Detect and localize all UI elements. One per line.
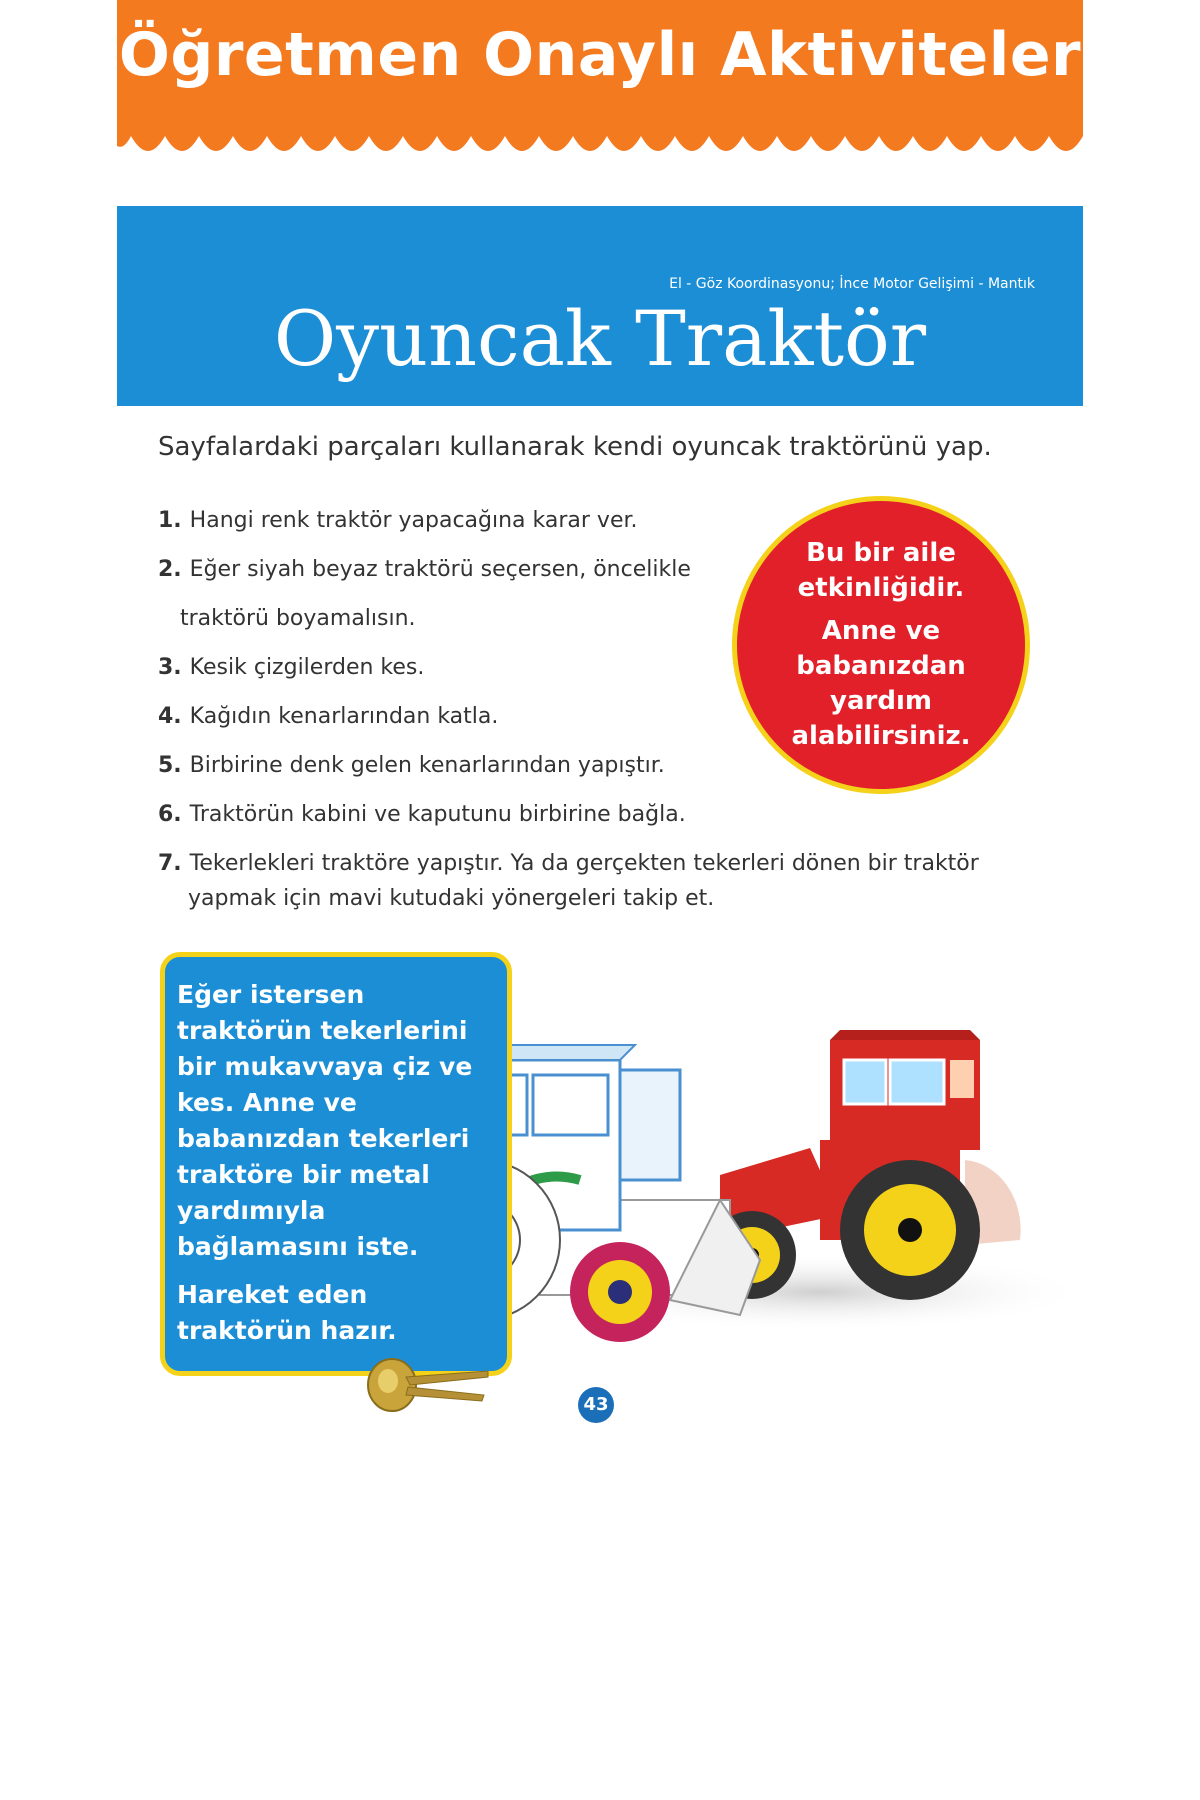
skills-label: El - Göz Koordinasyonu; İnce Motor Gelişimi - Mantık xyxy=(669,276,1035,292)
brass-fastener-icon xyxy=(366,1345,496,1417)
tractor-photo xyxy=(420,1030,1083,1370)
info-text: Eğer istersen traktörün tekerlerini bir mukavvaya çiz ve kes. Anne ve babanızdan tekerleri traktöre bir metal yardımıyla bağlamasını iste. xyxy=(177,980,473,1261)
activity-title: Oyuncak Traktör xyxy=(273,294,927,383)
intro-text: Sayfalardaki parçaları kullanarak kendi oyuncak traktörünü yap. xyxy=(158,432,992,462)
family-activity-badge xyxy=(732,496,1030,794)
page-number: 43 xyxy=(578,1387,614,1423)
step-item: 7. Tekerlekleri traktöre yapıştır. Ya da gerçekten tekerleri dönen bir traktör yapmak için mavi kutudaki yönergeleri takip et. xyxy=(158,851,979,911)
info-text-ready: Hareket eden traktörün hazır. xyxy=(177,1280,397,1345)
step-item: 5. Birbirine denk gelen kenarlarından yapıştır. xyxy=(158,753,665,778)
step-item: 6. Traktörün kabini ve kaputunu birbirine bağla. xyxy=(158,802,686,827)
banner-title: Öğretmen Onaylı Aktiviteler xyxy=(118,20,1082,90)
info-box xyxy=(160,952,512,1376)
notice-line-1: Bu bir aile etkinliğidir. xyxy=(797,538,965,603)
step-item: 2. Eğer siyah beyaz traktörü seçersen, öncelikle traktörü boyamalısın. xyxy=(158,557,691,631)
step-item: 1. Hangi renk traktör yapacağına karar ver. xyxy=(158,508,638,533)
notice-line-2: Anne ve babanızdan yardım alabilirsiniz. xyxy=(791,616,971,751)
step-item: 4. Kağıdın kenarlarından katla. xyxy=(158,704,499,729)
title-banner xyxy=(117,206,1083,406)
step-item: 3. Kesik çizgilerden kes. xyxy=(158,655,425,680)
